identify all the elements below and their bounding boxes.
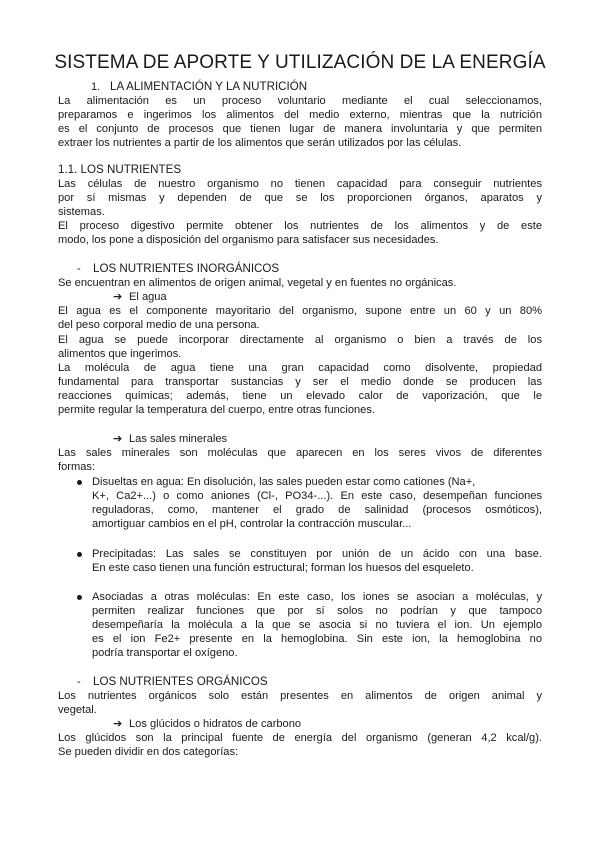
paragraph-line: reacciones químicas; además, tiene un elevado calor de vaporización, que le xyxy=(58,390,542,402)
bullet-line: podría transportar el oxígeno. xyxy=(92,647,238,659)
paragraph-line: El agua se puede incorporar directamente al organismo o bien a través de los xyxy=(58,334,542,346)
bullet-marker xyxy=(77,480,82,485)
paragraph-line: modo, los pone a disposición del organismo para satisfacer sus necesidades. xyxy=(58,234,439,246)
paragraph-line: La molécula de agua tiene una gran capacidad como disolvente, propiedad xyxy=(58,362,542,374)
topic-heading: Los glúcidos o hidratos de carbono xyxy=(129,718,302,730)
section-number: 1. xyxy=(91,81,101,93)
paragraph-line: El agua es el componente mayoritario del organismo, supone entre un 60 y un 80% xyxy=(58,305,542,317)
arrow-icon: ➔ xyxy=(113,291,123,303)
paragraph-line: Los glúcidos son la principal fuente de energía del organismo (generan 4,2 kcal/g). xyxy=(58,732,542,744)
bullet-line: Disueltas en agua: En disolución, las sales pueden estar como cationes (Na+, xyxy=(92,476,476,488)
paragraph-line: por sí mismas y dependen de que se los proporcionen órganos, aparatos y xyxy=(58,192,542,204)
dash-marker: - xyxy=(77,263,81,275)
arrow-icon: ➔ xyxy=(113,433,123,445)
topic-heading: Las sales minerales xyxy=(129,433,228,445)
paragraph-line: alimentos que ingerimos. xyxy=(58,348,182,360)
paragraph-line: vegetal. xyxy=(58,704,97,716)
paragraph-line: preparamos e ingerimos los alimentos del medio externo, mientras que la nutrición xyxy=(58,109,542,121)
subsection-heading: LOS NUTRIENTES INORGÁNICOS xyxy=(93,262,280,275)
bullet-marker xyxy=(77,595,82,600)
topic-heading: El agua xyxy=(129,291,167,303)
document-title: SISTEMA DE APORTE Y UTILIZACIÓN DE LA ENERGÍA xyxy=(54,52,546,73)
bullet-line: permiten realizar funciones que por sí solos no podrían y que tampoco xyxy=(92,605,542,617)
bullet-line: desempeñaría la molécula a la que se asocia si no tuviera el ion. Un ejemplo xyxy=(92,619,542,631)
bullet-line: Precipitadas: Las sales se constituyen por unión de un ácido con una base. xyxy=(92,548,542,560)
bullet-line: es el ion Fe2+ presente en la hemoglobina. Sin este ion, la hemoglobina no xyxy=(92,633,542,645)
bullet-line: Asociadas a otras moléculas: En este caso, los iones se asocian a moléculas, y xyxy=(92,591,542,603)
bullet-line: amortiguar cambios en el pH, controlar la contracción muscular... xyxy=(92,518,412,530)
bullet-line: reguladoras, como, mantener el grado de salinidad (procesos osmóticos), xyxy=(92,504,542,516)
paragraph-line: del peso corporal medio de una persona. xyxy=(58,319,260,331)
paragraph-line: extraer los nutrientes a partir de los alimentos que serán utilizados por las células. xyxy=(58,137,462,149)
paragraph-line: Los nutrientes orgánicos solo están presentes en alimentos de origen animal y xyxy=(58,690,542,702)
bullet-line: En este caso tienen una función estructural; forman los huesos del esqueleto. xyxy=(92,562,474,574)
paragraph-line: Se encuentran en alimentos de origen animal, vegetal y en fuentes no orgánicas. xyxy=(58,277,457,289)
paragraph-line: Se pueden dividir en dos categorías: xyxy=(58,746,239,758)
bullet-marker xyxy=(77,552,82,557)
subsection-heading: 1.1. LOS NUTRIENTES xyxy=(58,163,182,176)
paragraph-line: es el conjunto de procesos que tienen lugar de manera involuntaria y que permiten xyxy=(58,123,542,135)
paragraph-line: Las células de nuestro organismo no tienen capacidad para conseguir nutrientes xyxy=(58,178,542,190)
paragraph-line: permite regular la temperatura del cuerpo, entre otras funciones. xyxy=(58,404,375,416)
dash-marker: - xyxy=(77,676,81,688)
paragraph-line: La alimentación es un proceso voluntario mediante el cual seleccionamos, xyxy=(58,95,542,107)
paragraph-line: sistemas. xyxy=(58,206,105,218)
subsection-heading: LOS NUTRIENTES ORGÁNICOS xyxy=(93,675,268,688)
paragraph-line: formas: xyxy=(58,461,95,473)
paragraph-line: fundamental para transportar sustancias y ser el medio donde se producen las xyxy=(58,376,542,388)
bullet-line: K+, Ca2+...) o como aniones (Cl-, PO34-...). En este caso, desempeñan funciones xyxy=(92,490,542,502)
section-heading: LA ALIMENTACIÓN Y LA NUTRICIÓN xyxy=(110,80,308,93)
paragraph-line: El proceso digestivo permite obtener los nutrientes de los alimentos y de este xyxy=(58,220,542,232)
paragraph-line: Las sales minerales son moléculas que aparecen en los seres vivos de diferentes xyxy=(58,447,542,459)
arrow-icon: ➔ xyxy=(113,718,123,730)
